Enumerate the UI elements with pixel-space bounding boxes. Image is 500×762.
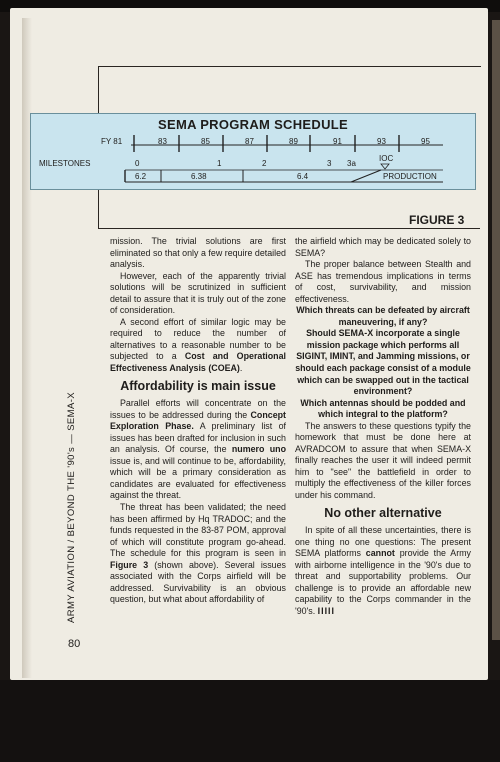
schedule-chart — [30, 113, 476, 190]
fy-tick-89: 89 — [289, 137, 298, 146]
milestone-ioc: IOC — [379, 154, 394, 163]
heading-no-alternative: No other alternative — [324, 505, 442, 520]
book-spine — [492, 20, 500, 640]
fy-tick-91: 91 — [333, 137, 342, 146]
right-paragraph-3: The answers to these questions typify the homework that must be done here at AVRADCOM to assure that when SEMA-X finally reaches the user it will indeed permit him to "see" the battlefield in order to multiply the effectiveness of the killer forces under his command. — [295, 420, 471, 501]
phase-6-4: 6.4 — [297, 172, 309, 181]
right-column — [295, 236, 471, 618]
fy-label: FY 81 — [101, 137, 123, 146]
fy-tick-93: 93 — [377, 137, 386, 146]
milestone-2: 2 — [262, 159, 267, 168]
running-side-title: ARMY AVIATION / BEYOND THE '90's — SEMA-X — [66, 391, 77, 623]
bottom-shadow — [0, 680, 500, 762]
milestone-3: 3 — [327, 159, 332, 168]
right-paragraph-2: The proper balance between Stealth and ASE has tremendous implications in terms of cost, survivability, and mission effectiveness. — [295, 259, 471, 304]
phase-production: PRODUCTION — [383, 172, 437, 181]
right-paragraph-1: the airfield which may be dedicated solely to SEMA? — [295, 236, 471, 258]
question-3: Which antennas should be podded and which integral to the platform? — [300, 397, 466, 420]
left-paragraph-5: The threat has been validated; the need has been affirmed by Hq TRADOC; and the funds requested in the 83-87 POM, approval of which will constitute program go-ahead. The schedule for this program is seen in Figure 3 (shown above). Several issues associated with the Corps airfield will be addressed. Survivability is an obvious question, but what about affordability of — [110, 502, 286, 605]
milestones-label: MILESTONES — [39, 159, 91, 168]
milestone-1: 1 — [217, 159, 222, 168]
left-column — [110, 236, 286, 606]
fy-tick-85: 85 — [201, 137, 210, 146]
left-paragraph-3: A second effort of similar logic may be required to reduce the number of alternatives to a reasonable number to be subjected to a Cost and Operational Effectiveness Analysis (COEA). — [110, 316, 286, 374]
phase-6-2: 6.2 — [135, 172, 147, 181]
heading-affordability: Affordability is main issue — [120, 378, 276, 393]
milestone-0: 0 — [135, 159, 140, 168]
fy-tick-83: 83 — [158, 137, 167, 146]
page-number: 80 — [68, 638, 81, 650]
fy-tick-87: 87 — [245, 137, 254, 146]
schedule-title: SEMA PROGRAM SCHEDULE — [158, 117, 348, 132]
schedule-timeline — [31, 114, 475, 189]
question-2: Should SEMA-X incorporate a single mission package which performs all SIGINT, IMINT, and Jamming missions, or should each package consist of a module which can be swapped out in the tactical environment? — [295, 328, 471, 397]
magazine-page — [10, 8, 488, 680]
figure-label: FIGURE 3 — [409, 213, 465, 227]
end-mark: IIIII — [317, 605, 335, 616]
left-paragraph-2: However, each of the apparently trivial solutions will be scrutinized in sufficient detail to assure that it is truly out of the zone of consideration. — [110, 270, 286, 316]
fy-tick-95: 95 — [421, 137, 430, 146]
milestone-3a: 3a — [347, 159, 356, 168]
left-paragraph-1: mission. The trivial solutions are first eliminated so that only a few require detailed analysis. — [110, 236, 286, 270]
figure-frame-bottom — [98, 228, 480, 229]
left-paragraph-4: Parallel efforts will concentrate on the issues to be addressed during the Concept Exploration Phase. A preliminary list of issues has been drafted for inclusion in such an analysis. Of course, the numero uno issue is, and will continue to be, affordability, which will be a primary consideration as candidates are evaluated for effectiveness against the threat. — [110, 398, 286, 501]
right-paragraph-4: In spite of all these uncertainties, there is one thing no one questions: The present SEMA platforms cannot provide the Army with airborne intelligence in the '90's due to threat and supportability problems. Our challenge is to provide an affordable new capability to the Corps commander in the '90's. IIIII — [295, 525, 471, 616]
question-1: Which threats can be defeated by aircraft maneuvering, if any? — [296, 305, 470, 327]
phase-6-38: 6.38 — [191, 172, 207, 181]
